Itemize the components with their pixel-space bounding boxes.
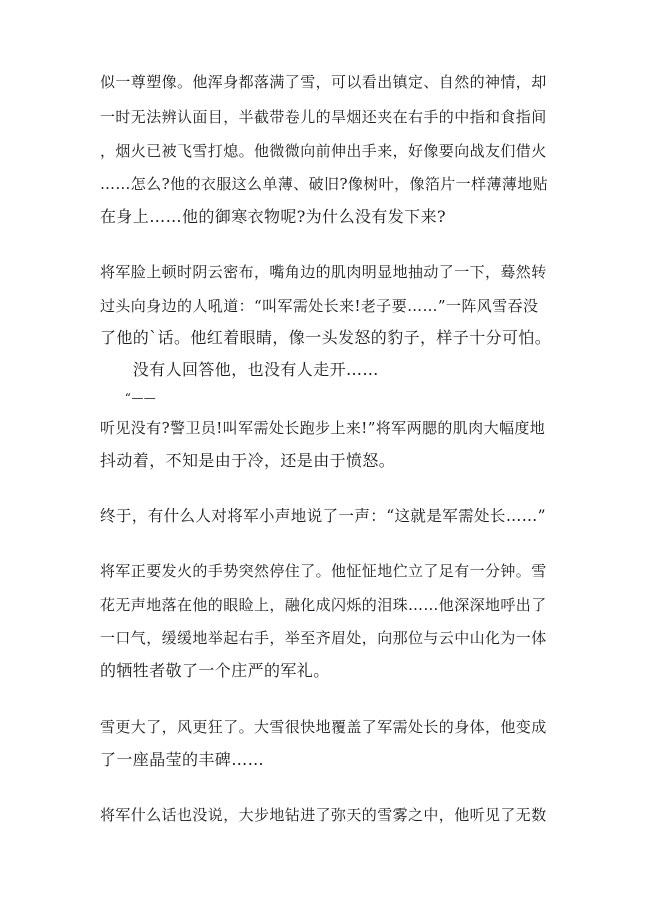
- text-line: 一时无法辨认面目，半截带卷儿的旱烟还夹在右手的中指和食指间: [100, 108, 547, 126]
- text-line: ，烟火已被飞雪打熄。他微微向前伸出手来，好像要向战友们借火: [100, 142, 547, 160]
- text-line: 将军正要发火的手势突然停住了。他怔怔地伫立了足有一分钟。雪: [100, 562, 547, 580]
- text-line: 的牺牲者敬了一个庄严的军礼。: [100, 661, 330, 680]
- text-line: ……怎么?他的衣服这么单薄、破旧?像树叶，像箔片一样薄薄地贴: [100, 175, 549, 193]
- text-line: 终于，有什么人对将军小声地说了一声：“这就是军需处长……”: [100, 507, 546, 525]
- text-line: 没有人回答他，也没有人走开……: [100, 360, 379, 379]
- text-line: 雪更大了，风更狂了。大雪很快地覆盖了军需处长的身体，他变成: [100, 718, 547, 736]
- text-line: 在身上……他的御寒衣物呢?为什么没有发下来?: [100, 207, 446, 226]
- text-line: 过头向身边的人吼道：“叫军需处长来!老子要……”一阵风雪吞没: [100, 297, 539, 315]
- text-line: 将军什么话也没说，大步地钻进了弥天的雪雾之中，他听见了无数: [100, 806, 547, 824]
- text-line: 将军脸上顿时阴云密布，嘴角边的肌肉明显地抽动了一下，蓦然转: [100, 263, 547, 281]
- text-line: 似一尊塑像。他浑身都落满了雪，可以看出镇定、自然的神情，却: [100, 73, 547, 91]
- text-line: 抖动着，不知是由于冷，还是由于愤怒。: [100, 451, 396, 470]
- text-line: 一口气，缓缓地举起右手，举至齐眉处，向那位与云中山化为一体: [100, 629, 547, 647]
- text-line: 听见没有?警卫员!叫军需处长跑步上来!”将军两腮的肌肉大幅度地: [100, 419, 546, 437]
- text-line: “——: [100, 391, 157, 405]
- text-line: 了一座晶莹的丰碑……: [100, 750, 265, 769]
- text-line: 了他的`话。他红着眼睛，像一头发怒的豹子，样子十分可怕。: [100, 328, 552, 347]
- text-line: 花无声地落在他的眼睑上，融化成闪烁的泪珠……他深深地呼出了: [100, 596, 547, 614]
